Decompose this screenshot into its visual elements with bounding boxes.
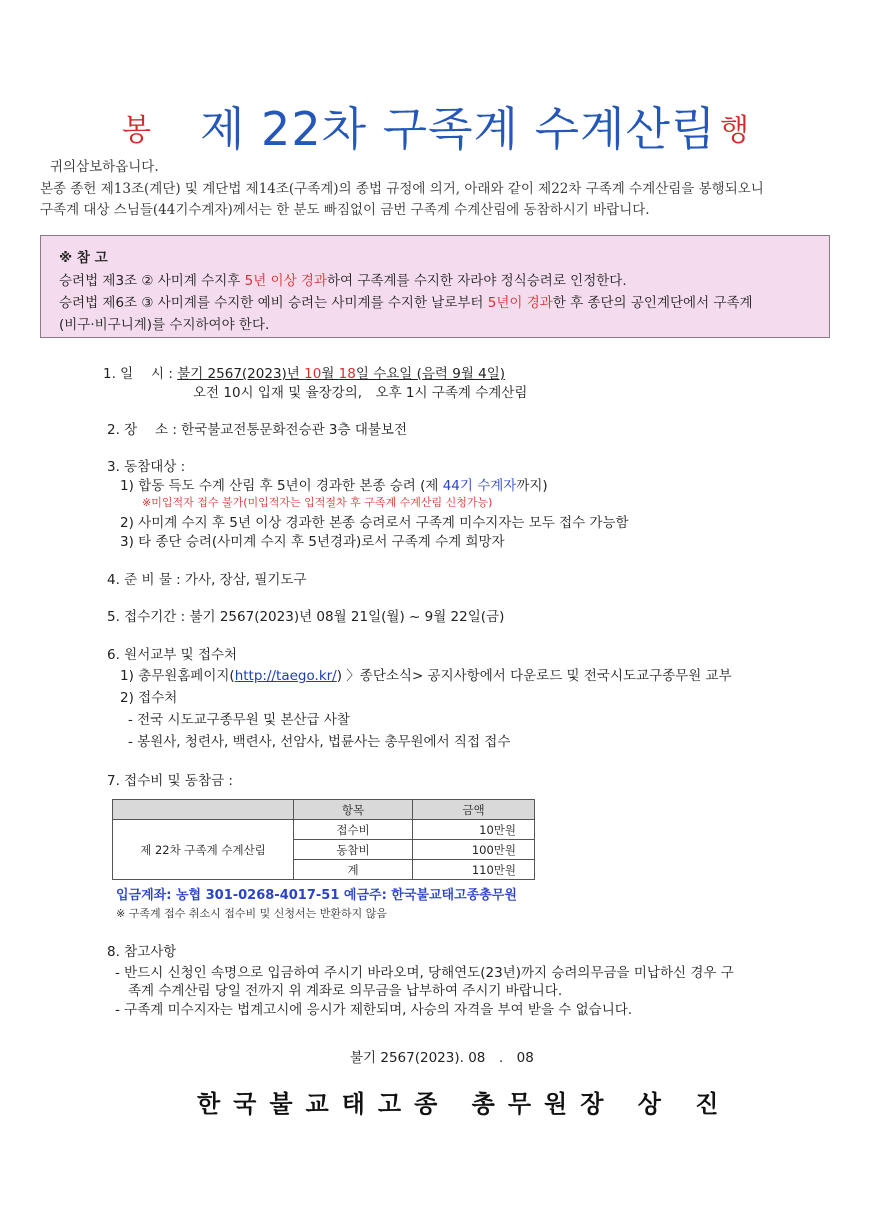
fee-table-header-blank: [113, 800, 294, 820]
reference-note-box: [40, 235, 830, 338]
schedule-day: 18: [338, 366, 356, 382]
section-application-label: 6. 원서교부 및 접수처: [107, 647, 238, 663]
fee-amount-cell: 100만원: [413, 840, 535, 860]
eligibility-item-1-b: 까지): [516, 478, 548, 494]
fee-table-header-row: [113, 800, 535, 820]
title-right-mark: 행: [720, 113, 749, 148]
schedule-date: [177, 366, 505, 382]
intro-line-1: 본종 종헌 제13조(계단) 및 계단법 제14조(구족계)의 종법 규정에 의거, 아래와 같이 제22차 구족계 수계산림을 봉행되오니: [40, 181, 764, 197]
application-item-2: 2) 접수처: [120, 690, 178, 706]
eligibility-item-3: 3) 타 종단 승려(사미계 수지 후 5년경과)로서 구족계 수계 희망자: [120, 534, 505, 550]
section-venue: 2. 장 소 : 한국불교전통문화전승관 3층 대불보전: [107, 422, 408, 438]
schedule-time: 오전 10시 입재 및 율장강의, 오후 1시 구족계 수계산림: [193, 385, 528, 401]
note-line-1-b: 하여 구족계를 수지한 자라야 정식승려로 인정한다.: [327, 273, 627, 289]
signature: 한국불교태고종 총무원장 상 진: [197, 1089, 732, 1118]
title-main: 제 22차 구족계 수계산림: [200, 102, 717, 156]
fee-table-event-name: 제 22차 구족계 수계산림: [113, 820, 294, 880]
table-row: [113, 820, 535, 840]
notes-item-1: - 반드시 신청인 속명으로 입금하여 주시기 바라오며, 당해연도(23년)까지 승려의무금을 미납하신 경우 구: [115, 965, 734, 981]
section-schedule: [103, 362, 505, 382]
fee-table-header-item: 항목: [294, 800, 413, 820]
schedule-date-b: 월: [321, 366, 339, 382]
application-item-1-b: ) 〉종단소식> 공지사항에서 다운로드 및 전국시도교구종무원 교부: [336, 668, 732, 684]
note-line-1-a: 승려법 제3조 ② 사미계 수지후: [59, 273, 245, 289]
schedule-label: 1. 일 시 :: [103, 366, 178, 382]
section-application-period: 5. 접수기간 : 불기 2567(2023)년 08월 21일(월) ~ 9월 22일(금): [107, 609, 505, 625]
note-heading: ※ 참 고: [59, 250, 108, 266]
application-item-1: [120, 664, 732, 684]
fee-amount-cell: 10만원: [413, 820, 535, 840]
application-item-1-a: 1) 총무원홈페이지(: [120, 668, 235, 684]
section-fee-label: 7. 접수비 및 동참금 :: [107, 773, 233, 789]
title-left-mark: 봉: [122, 113, 151, 148]
fee-item-cell: 계: [294, 860, 413, 880]
document-title: [0, 93, 870, 156]
fee-table-header-amount: 금액: [413, 800, 535, 820]
fee-amount-cell: 110만원: [413, 860, 535, 880]
note-line-2-b: 한 후 종단의 공인계단에서 구족계: [552, 295, 753, 311]
application-detail-1: - 전국 시도교구종무원 및 본산급 사찰: [128, 712, 350, 728]
fee-table: [112, 799, 535, 880]
schedule-date-a: 불기 2567(2023)년: [177, 366, 305, 382]
eligibility-item-1: [120, 474, 548, 494]
eligibility-item-1-highlight: 44기 수계자: [442, 478, 517, 494]
issue-date: 불기 2567(2023). 08 . 08: [350, 1050, 534, 1066]
fee-item-cell: 접수비: [294, 820, 413, 840]
note-line-2-highlight: 5년이 경과: [487, 295, 553, 311]
section-eligibility-label: 3. 동참대상 :: [107, 459, 186, 475]
schedule-date-c: 일 수요일 (음력 9월 4일): [355, 366, 506, 382]
note-line-1: [59, 269, 627, 289]
application-detail-2: - 봉원사, 청련사, 백련사, 선암사, 법륜사는 총무원에서 직접 접수: [128, 734, 511, 750]
notes-item-2: - 구족계 미수지자는 법계고시에 응시가 제한되며, 사승의 자격을 부여 받을 수 없습니다.: [115, 1002, 633, 1018]
note-line-1-highlight: 5년 이상 경과: [244, 273, 327, 289]
note-line-2: [59, 291, 753, 311]
schedule-month: 10: [304, 366, 322, 382]
intro-line-2: 구족계 대상 스님들(44기수계자)께서는 한 분도 빠짐없이 금번 구족계 수계산림에 동참하시기 바랍니다.: [40, 202, 650, 218]
homepage-link[interactable]: http://taego.kr/: [234, 668, 337, 684]
note-line-3: (비구·비구니계)를 수지하여야 한다.: [59, 317, 270, 333]
eligibility-item-1-a: 1) 합동 득도 수계 산림 후 5년이 경과한 본종 승려 (제: [120, 478, 443, 494]
section-supplies: 4. 준 비 물 : 가사, 장삼, 필기도구: [107, 572, 307, 588]
greeting: 귀의삼보하옵니다.: [50, 159, 159, 175]
fee-item-cell: 동참비: [294, 840, 413, 860]
bank-account: 입금계좌: 농협 301-0268-4017-51 예금주: 한국불교태고종총무원: [116, 888, 517, 903]
eligibility-warning: ※미입적자 접수 불가(미입적자는 입적절차 후 구족계 수계산림 신청가능): [142, 496, 493, 509]
refund-note: ※ 구족계 접수 취소시 접수비 및 신청서는 반환하지 않음: [116, 907, 387, 920]
eligibility-item-2: 2) 사미계 수지 후 5년 이상 경과한 본종 승려로서 구족계 미수지자는 모두 접수 가능함: [120, 515, 629, 531]
note-line-2-a: 승려법 제6조 ③ 사미계를 수지한 예비 승려는 사미계를 수지한 날로부터: [59, 295, 488, 311]
section-notes-label: 8. 참고사항: [107, 944, 177, 960]
notes-item-1-continued: 족계 수계산림 당일 전까지 위 계좌로 의무금을 납부하여 주시기 바랍니다.: [128, 983, 563, 999]
